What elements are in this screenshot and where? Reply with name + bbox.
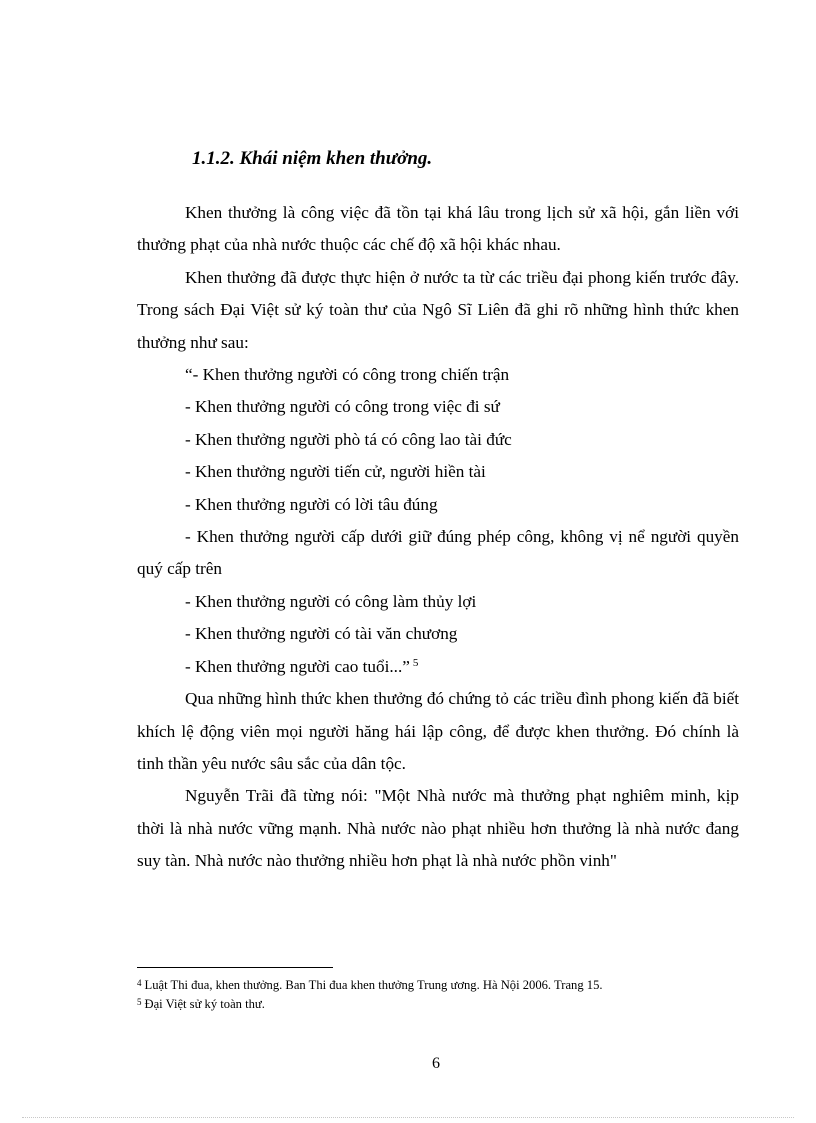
section-heading: 1.1.2. Khái niệm khen thưởng. xyxy=(192,148,433,169)
list-item: - Khen thưởng người có lời tâu đúng xyxy=(185,494,438,514)
list-item: - Khen thưởng người tiến cử, người hiền tài xyxy=(185,462,486,482)
paragraph: Nguyễn Trãi đã từng nói: "Một Nhà nước mà thưởng phạt nghiêm minh, kịp thời là nhà nước vững mạnh. Nhà nước nào phạt nhiều hơn thưởng là nhà nước đang suy tàn. Nhà nước nào thưởng nhiều hơn phạt là nhà nước phồn vinh" xyxy=(137,786,739,871)
list-item: - Khen thưởng người phò tá có công lao tài đức xyxy=(185,429,512,449)
footnote-text: Luật Thi đua, khen thưởng. Ban Thi đua khen thưởng Trung ương. Hà Nội 2006. Trang 15. xyxy=(144,978,603,992)
list-item: - Khen thưởng người có tài văn chương xyxy=(185,624,458,644)
footnote-text: Đại Việt sử ký toàn thư. xyxy=(144,997,265,1011)
paragraph: Qua những hình thức khen thưởng đó chứng tỏ các triều đình phong kiến đã biết khích lệ động viên mọi người hăng hái lập công, để được khen thưởng. Đó chính là tinh thần yêu nước sâu sắc của dân tộc. xyxy=(137,689,739,773)
footnote xyxy=(137,995,739,1014)
footnote-marker: 5 xyxy=(137,997,142,1007)
body-text xyxy=(137,197,739,878)
page-edge xyxy=(22,1117,794,1118)
footnote xyxy=(137,976,739,995)
list-item: - Khen thưởng người có công trong việc đi sứ xyxy=(185,397,500,417)
list-item: - Khen thưởng người cấp dưới giữ đúng phép công, không vị nể người quyền quý cấp trên xyxy=(137,527,739,579)
paragraph: Khen thưởng đã được thực hiện ở nước ta từ các triều đại phong kiến trước đây. Trong sách Đại Việt sử ký toàn thư của Ngô Sĩ Liên đã ghi rõ những hình thức khen thưởng như sau: xyxy=(137,267,739,352)
page-number: 6 xyxy=(432,1055,440,1072)
list-item: - Khen thưởng người có công làm thủy lợi xyxy=(185,591,477,611)
footnote-separator xyxy=(137,967,333,968)
list-item: “- Khen thưởng người có công trong chiến trận xyxy=(185,365,510,385)
paragraph: Khen thưởng là công việc đã tồn tại khá lâu trong lịch sử xã hội, gắn liền với thưởng phạt của nhà nước thuộc các chế độ xã hội khác nhau. xyxy=(137,203,739,255)
footnotes xyxy=(137,976,739,1014)
footnote-reference[interactable]: 5 xyxy=(412,656,419,669)
footnote-marker: 4 xyxy=(137,978,142,988)
list-item-text: - Khen thưởng người cao tuổi...” xyxy=(185,656,410,676)
list-item xyxy=(137,651,739,683)
